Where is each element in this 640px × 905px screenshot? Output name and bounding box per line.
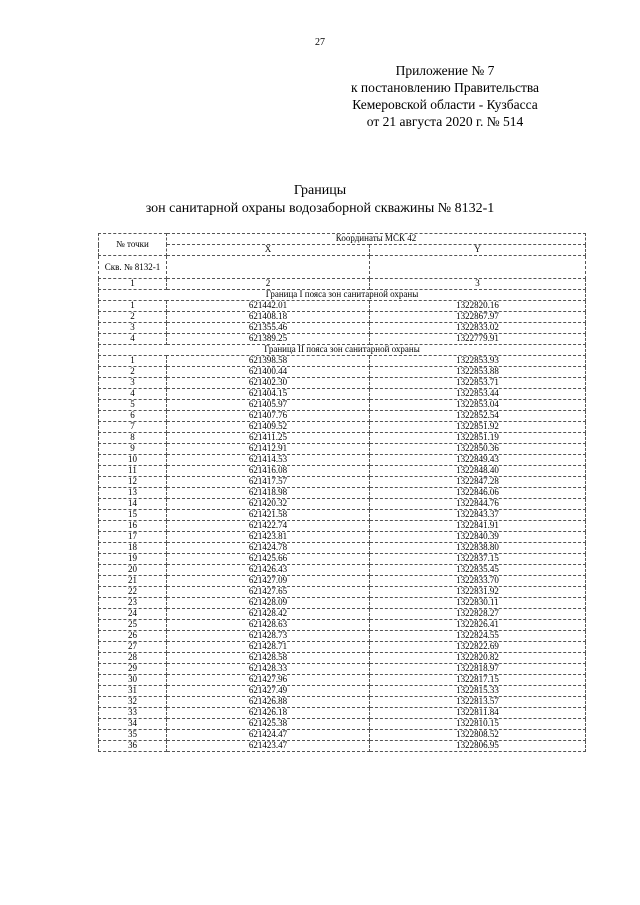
table-row: [99, 697, 586, 708]
table-row: [99, 620, 586, 631]
point-number-cell: 11: [99, 466, 167, 477]
x-coordinate-cell: 621389.25: [167, 334, 370, 345]
x-coordinate-cell: 621427.96: [167, 675, 370, 686]
table-row: [99, 642, 586, 653]
appendix-header: [330, 62, 560, 130]
point-number-cell: 28: [99, 653, 167, 664]
column-number-2: 2: [167, 279, 370, 290]
x-coordinate-cell: 621428.63: [167, 620, 370, 631]
x-coordinate-cell: 621428.42: [167, 609, 370, 620]
x-coordinate-cell: 621428.58: [167, 653, 370, 664]
point-number-cell: 36: [99, 741, 167, 752]
x-coordinate-cell: 621404.15: [167, 389, 370, 400]
header-y: Y: [370, 245, 586, 256]
column-number-3: 3: [370, 279, 586, 290]
table-row: [99, 741, 586, 752]
table-row: [99, 609, 586, 620]
x-coordinate-cell: 621411.25: [167, 433, 370, 444]
y-coordinate-cell: 1322853.04: [370, 400, 586, 411]
y-coordinate-cell: 1322826.41: [370, 620, 586, 631]
y-coordinate-cell: 1322811.84: [370, 708, 586, 719]
y-coordinate-cell: 1322835.45: [370, 565, 586, 576]
point-number-cell: 35: [99, 730, 167, 741]
page-number: 27: [315, 37, 325, 48]
table-row: [99, 455, 586, 466]
point-number-cell: 23: [99, 598, 167, 609]
point-number-cell: 18: [99, 543, 167, 554]
table-row: [99, 598, 586, 609]
x-coordinate-cell: 621423.47: [167, 741, 370, 752]
y-coordinate-cell: 1322867.97: [370, 312, 586, 323]
table-row: [99, 356, 586, 367]
x-coordinate-cell: 621402.30: [167, 378, 370, 389]
appendix-line-3: Кемеровской области - Кузбасса: [352, 97, 538, 112]
x-coordinate-cell: 621398.58: [167, 356, 370, 367]
y-coordinate-cell: 1322853.71: [370, 378, 586, 389]
table-row: [99, 565, 586, 576]
table-header-row: [99, 234, 586, 245]
y-coordinate-cell: 1322844.76: [370, 499, 586, 510]
point-number-cell: 3: [99, 378, 167, 389]
appendix-line-4: от 21 августа 2020 г. № 514: [366, 114, 524, 129]
table-header-xy-row: [99, 245, 586, 256]
point-number-cell: 19: [99, 554, 167, 565]
y-coordinate-cell: 1322849.43: [370, 455, 586, 466]
point-number-cell: 17: [99, 532, 167, 543]
point-number-cell: 31: [99, 686, 167, 697]
table-row: [99, 719, 586, 730]
x-coordinate-cell: 621428.33: [167, 664, 370, 675]
point-number-cell: 10: [99, 455, 167, 466]
x-coordinate-cell: 621412.91: [167, 444, 370, 455]
x-coordinate-cell: 621424.47: [167, 730, 370, 741]
point-number-cell: 29: [99, 664, 167, 675]
y-coordinate-cell: 1322815.33: [370, 686, 586, 697]
section-2-title: Граница II пояса зон санитарной охраны: [99, 345, 586, 356]
table-row: [99, 444, 586, 455]
section-1-title: Граница I пояса зон санитарной охраны: [99, 290, 586, 301]
table-row: [99, 521, 586, 532]
point-number-cell: 26: [99, 631, 167, 642]
y-coordinate-cell: 1322808.52: [370, 730, 586, 741]
y-coordinate-cell: 1322846.06: [370, 488, 586, 499]
y-coordinate-cell: 1322843.37: [370, 510, 586, 521]
table-row: [99, 686, 586, 697]
table-row: [99, 400, 586, 411]
table-row: [99, 664, 586, 675]
section-1-title-row: [99, 290, 586, 301]
column-number-1: 1: [99, 279, 167, 290]
table-row: [99, 631, 586, 642]
appendix-line-1: Приложение № 7: [395, 63, 495, 78]
table-row: [99, 466, 586, 477]
y-coordinate-cell: 1322810.15: [370, 719, 586, 730]
point-number-cell: 32: [99, 697, 167, 708]
table-well-row: [99, 256, 586, 279]
header-x: X: [167, 245, 370, 256]
y-coordinate-cell: 1322837.15: [370, 554, 586, 565]
point-number-cell: 25: [99, 620, 167, 631]
table-row: [99, 576, 586, 587]
y-coordinate-cell: 1322830.11: [370, 598, 586, 609]
x-coordinate-cell: 621414.53: [167, 455, 370, 466]
y-coordinate-cell: 1322833.70: [370, 576, 586, 587]
point-number-cell: 1: [99, 301, 167, 312]
x-coordinate-cell: 621425.38: [167, 719, 370, 730]
x-coordinate-cell: 621416.08: [167, 466, 370, 477]
x-coordinate-cell: 621427.65: [167, 587, 370, 598]
point-number-cell: 12: [99, 477, 167, 488]
table-row: [99, 422, 586, 433]
point-number-cell: 2: [99, 312, 167, 323]
table-row: [99, 510, 586, 521]
point-number-cell: 27: [99, 642, 167, 653]
y-coordinate-cell: 1322806.95: [370, 741, 586, 752]
y-coordinate-cell: 1322831.92: [370, 587, 586, 598]
header-coordinates: Координаты МСК 42: [167, 234, 586, 245]
y-coordinate-cell: 1322848.40: [370, 466, 586, 477]
well-label: Скв. № 8132-1: [99, 256, 167, 279]
point-number-cell: 33: [99, 708, 167, 719]
x-coordinate-cell: 621400.44: [167, 367, 370, 378]
x-coordinate-cell: 621418.98: [167, 488, 370, 499]
y-coordinate-cell: 1322841.91: [370, 521, 586, 532]
point-number-cell: 7: [99, 422, 167, 433]
x-coordinate-cell: 621405.97: [167, 400, 370, 411]
y-coordinate-cell: 1322813.57: [370, 697, 586, 708]
table-row: [99, 708, 586, 719]
header-point-number: № точки: [99, 234, 167, 256]
table-row: [99, 543, 586, 554]
x-coordinate-cell: 621417.57: [167, 477, 370, 488]
point-number-cell: 5: [99, 400, 167, 411]
table-row: [99, 301, 586, 312]
point-number-cell: 2: [99, 367, 167, 378]
table-row: [99, 554, 586, 565]
table-row: [99, 675, 586, 686]
point-number-cell: 9: [99, 444, 167, 455]
point-number-cell: 13: [99, 488, 167, 499]
x-coordinate-cell: 621428.71: [167, 642, 370, 653]
y-coordinate-cell: 1322851.92: [370, 422, 586, 433]
x-coordinate-cell: 621426.43: [167, 565, 370, 576]
x-coordinate-cell: 621426.88: [167, 697, 370, 708]
point-number-cell: 16: [99, 521, 167, 532]
table-row: [99, 730, 586, 741]
y-coordinate-cell: 1322820.16: [370, 301, 586, 312]
y-coordinate-cell: 1322850.36: [370, 444, 586, 455]
well-y-empty: [370, 256, 586, 279]
title-line-1: Границы: [293, 183, 347, 198]
x-coordinate-cell: 621427.09: [167, 576, 370, 587]
table-column-numbers-row: [99, 279, 586, 290]
table-row: [99, 378, 586, 389]
x-coordinate-cell: 621425.66: [167, 554, 370, 565]
point-number-cell: 15: [99, 510, 167, 521]
point-number-cell: 30: [99, 675, 167, 686]
point-number-cell: 20: [99, 565, 167, 576]
point-number-cell: 4: [99, 334, 167, 345]
x-coordinate-cell: 621427.49: [167, 686, 370, 697]
y-coordinate-cell: 1322817.15: [370, 675, 586, 686]
point-number-cell: 21: [99, 576, 167, 587]
table-row: [99, 653, 586, 664]
document-title: [0, 182, 640, 218]
coordinates-table: [98, 233, 586, 752]
y-coordinate-cell: 1322818.97: [370, 664, 586, 675]
y-coordinate-cell: 1322824.55: [370, 631, 586, 642]
table-row: [99, 323, 586, 334]
point-number-cell: 24: [99, 609, 167, 620]
x-coordinate-cell: 621423.81: [167, 532, 370, 543]
y-coordinate-cell: 1322853.93: [370, 356, 586, 367]
y-coordinate-cell: 1322840.39: [370, 532, 586, 543]
x-coordinate-cell: 621407.76: [167, 411, 370, 422]
table-row: [99, 433, 586, 444]
point-number-cell: 6: [99, 411, 167, 422]
y-coordinate-cell: 1322822.69: [370, 642, 586, 653]
table-row: [99, 532, 586, 543]
x-coordinate-cell: 621424.78: [167, 543, 370, 554]
y-coordinate-cell: 1322852.54: [370, 411, 586, 422]
x-coordinate-cell: 621422.74: [167, 521, 370, 532]
table-row: [99, 499, 586, 510]
appendix-line-2: к постановлению Правительства: [350, 80, 540, 95]
y-coordinate-cell: 1322820.82: [370, 653, 586, 664]
y-coordinate-cell: 1322847.28: [370, 477, 586, 488]
x-coordinate-cell: 621426.18: [167, 708, 370, 719]
x-coordinate-cell: 621421.58: [167, 510, 370, 521]
y-coordinate-cell: 1322833.02: [370, 323, 586, 334]
table-row: [99, 477, 586, 488]
y-coordinate-cell: 1322779.91: [370, 334, 586, 345]
table-row: [99, 587, 586, 598]
y-coordinate-cell: 1322851.19: [370, 433, 586, 444]
y-coordinate-cell: 1322853.44: [370, 389, 586, 400]
y-coordinate-cell: 1322828.27: [370, 609, 586, 620]
x-coordinate-cell: 621442.01: [167, 301, 370, 312]
point-number-cell: 1: [99, 356, 167, 367]
y-coordinate-cell: 1322853.88: [370, 367, 586, 378]
y-coordinate-cell: 1322838.80: [370, 543, 586, 554]
point-number-cell: 34: [99, 719, 167, 730]
table-row: [99, 334, 586, 345]
x-coordinate-cell: 621409.52: [167, 422, 370, 433]
x-coordinate-cell: 621428.09: [167, 598, 370, 609]
point-number-cell: 4: [99, 389, 167, 400]
point-number-cell: 8: [99, 433, 167, 444]
title-line-2: зон санитарной охраны водозаборной скважины № 8132-1: [145, 201, 495, 216]
point-number-cell: 22: [99, 587, 167, 598]
section-2-title-row: [99, 345, 586, 356]
point-number-cell: 14: [99, 499, 167, 510]
table-row: [99, 389, 586, 400]
point-number-cell: 3: [99, 323, 167, 334]
table-row: [99, 367, 586, 378]
x-coordinate-cell: 621408.18: [167, 312, 370, 323]
well-x-empty: [167, 256, 370, 279]
x-coordinate-cell: 621428.73: [167, 631, 370, 642]
x-coordinate-cell: 621355.46: [167, 323, 370, 334]
table-row: [99, 488, 586, 499]
table-row: [99, 411, 586, 422]
table-row: [99, 312, 586, 323]
x-coordinate-cell: 621420.32: [167, 499, 370, 510]
